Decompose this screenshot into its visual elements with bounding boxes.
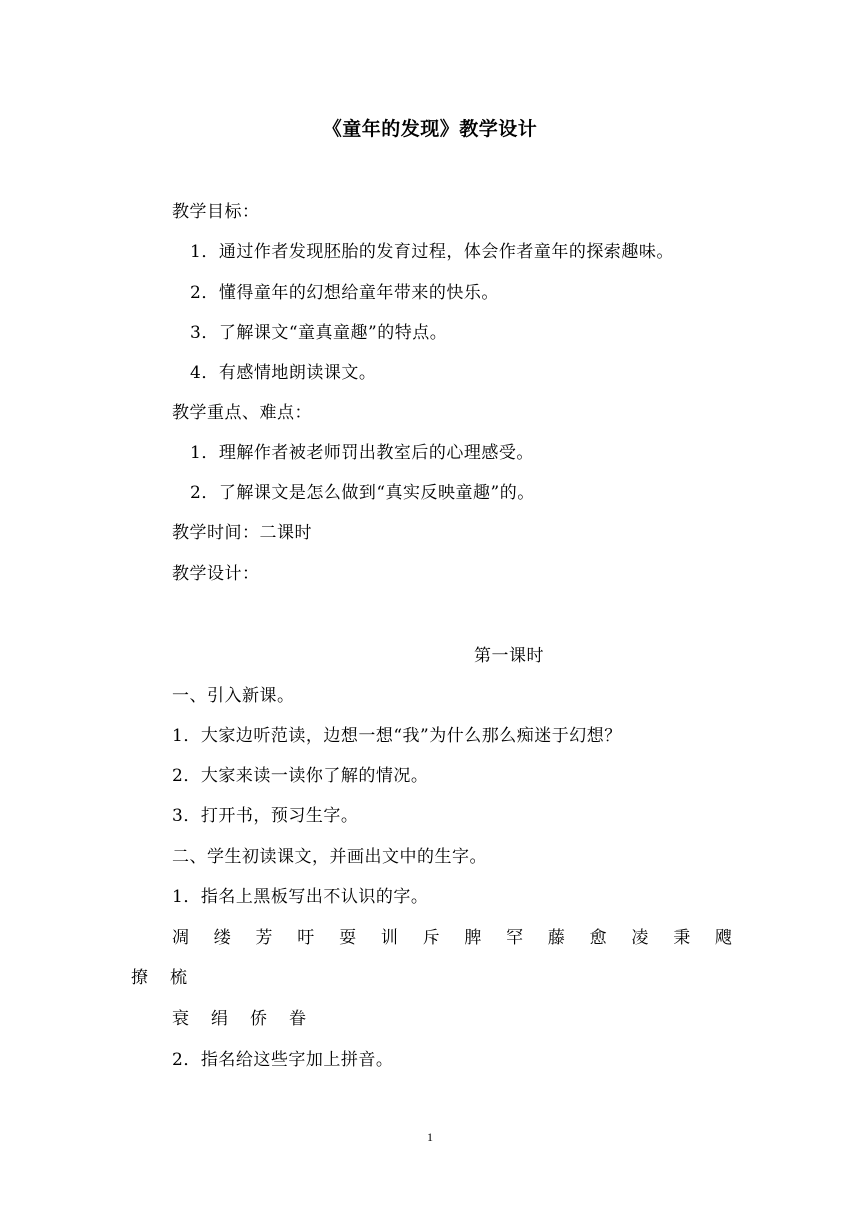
new-character: 梳 xyxy=(170,968,187,988)
section-item: 2．指名给这些字加上拼音。 xyxy=(172,1050,394,1070)
new-character: 藤 xyxy=(547,928,565,948)
objective-item: 3．了解课文“童真童趣”的特点。 xyxy=(190,323,448,343)
objectives-heading: 教学目标： xyxy=(172,202,260,222)
teaching-time: 教学时间：二课时 xyxy=(172,523,312,543)
objective-item: 1．通过作者发现胚胎的发育过程，体会作者童年的探索趣味。 xyxy=(190,242,674,262)
section-item: 2．大家来读一读你了解的情况。 xyxy=(172,766,429,786)
new-characters-row xyxy=(172,926,732,950)
section-heading: 二、学生初读课文，并画出文中的生字。 xyxy=(172,847,487,867)
new-character: 脾 xyxy=(464,928,482,948)
new-characters-row xyxy=(172,1007,306,1031)
objective-item: 2．懂得童年的幻想给童年带来的快乐。 xyxy=(190,283,499,303)
new-character: 愈 xyxy=(589,928,607,948)
keypoint-item: 2．了解课文是怎么做到“真实反映童趣”的。 xyxy=(190,483,535,503)
new-character: 撩 xyxy=(131,968,148,988)
section-item: 1．大家边听范读，边想一想“我”为什么那么痴迷于幻想？ xyxy=(172,726,622,746)
lesson-heading: 第一课时 xyxy=(474,646,544,666)
section-item: 1．指名上黑板写出不认识的字。 xyxy=(172,887,429,907)
new-character: 芳 xyxy=(255,928,273,948)
new-characters-row xyxy=(131,966,187,990)
design-heading: 教学设计： xyxy=(172,564,260,584)
new-character: 衰 xyxy=(172,1009,189,1029)
new-character: 飕 xyxy=(714,928,732,948)
new-character: 缕 xyxy=(213,928,231,948)
new-character: 训 xyxy=(380,928,398,948)
section-heading: 一、引入新课。 xyxy=(172,686,295,706)
new-character: 秉 xyxy=(673,928,691,948)
keypoint-item: 1．理解作者被老师罚出教室后的心理感受。 xyxy=(190,443,534,463)
new-character: 斥 xyxy=(422,928,440,948)
new-character: 吁 xyxy=(297,928,315,948)
new-character: 绢 xyxy=(211,1009,228,1029)
page-number: 1 xyxy=(427,1130,433,1144)
new-character: 眷 xyxy=(289,1009,306,1029)
new-character: 凌 xyxy=(631,928,649,948)
keypoints-heading: 教学重点、难点： xyxy=(172,403,312,423)
new-character: 罕 xyxy=(506,928,524,948)
new-character: 侨 xyxy=(250,1009,267,1029)
document-title: 《童年的发现》教学设计 xyxy=(322,118,538,140)
section-item: 3．打开书，预习生字。 xyxy=(172,806,359,826)
new-character: 凋 xyxy=(172,928,189,948)
objective-item: 4．有感情地朗读课文。 xyxy=(190,363,377,383)
new-character: 耍 xyxy=(339,928,357,948)
